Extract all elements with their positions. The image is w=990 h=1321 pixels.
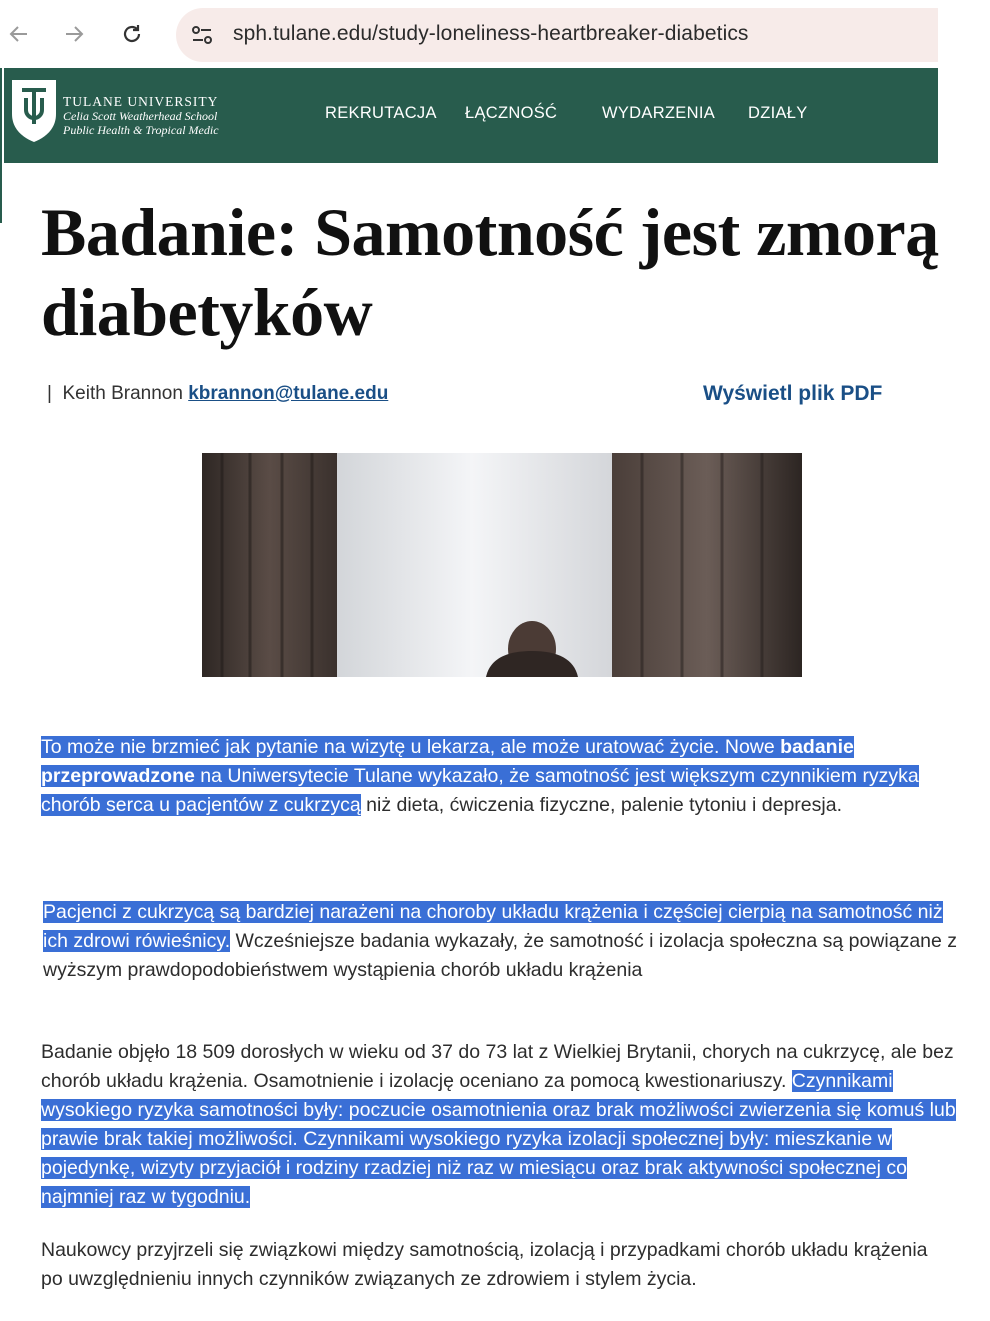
school-wordmark[interactable] bbox=[63, 94, 219, 137]
nav-dzialy[interactable]: DZIAŁY bbox=[748, 104, 808, 122]
p1-selected-b: na Uniwersytecie Tulane wykazało, że samotność jest większym czynnikiem ryzyka chorób serca u pacjentów z cukrzycą bbox=[41, 765, 919, 816]
p1-selected-a: To może nie brzmieć jak pytanie na wizytę u lekarza, ale może uratować życie. Nowe bbox=[41, 736, 781, 758]
nav-wydarzenia[interactable]: WYDARZENIA bbox=[602, 104, 716, 122]
browser-toolbar bbox=[0, 0, 990, 68]
p2-selected: Pacjenci z cukrzycą są bardziej narażeni na choroby układu krążenia i częściej cierpią na samotność niż ich zdrowi rówieśnicy. bbox=[43, 901, 943, 952]
reload-icon bbox=[121, 23, 143, 45]
byline-separator: | bbox=[47, 383, 52, 404]
article-paragraph-2 bbox=[43, 898, 968, 985]
view-pdf-link[interactable]: Wyświetl plik PDF bbox=[703, 382, 883, 405]
arrow-left-icon bbox=[8, 23, 30, 45]
article-title: Badanie: Samotność jest zmorą diabetyków bbox=[41, 194, 939, 350]
school-name-line-1: Celia Scott Weatherhead School bbox=[63, 109, 218, 123]
arrow-right-icon bbox=[63, 23, 85, 45]
nav-lacznosc[interactable]: ŁĄCZNOŚĆ bbox=[465, 104, 558, 122]
tulane-shield-logo[interactable] bbox=[8, 76, 60, 144]
site-info-icon[interactable] bbox=[190, 23, 214, 47]
nav-rekrutacja[interactable]: REKRUTACJA bbox=[325, 104, 437, 122]
p3-selected: Czynnikami wysokiego ryzyka samotności były: poczucie osamotnienia oraz brak możliwości zwierzenia się komuś lub prawie brak takiej możliwości. Czynnikami wysokiego ryzyka izolacji społecznej były: mieszkanie w pojedynkę, wizyty przyjaciół i rodziny rzadziej niż raz w miesiącu oraz brak aktywności społecznej co najmniej raz w tygodniu. bbox=[41, 1070, 956, 1208]
article-paragraph-4: Naukowcy przyjrzeli się związkowi między samotnością, izolacją i przypadkami chorób układu krążenia po uwzględnieniu innych czynników związanych ze zdrowiem i stylem życia. bbox=[41, 1239, 928, 1290]
p2-rest: Wcześniejsze badania wykazały, że samotność i izolacja społeczna są powiązane z wyższym prawdopodobieństwem wystąpienia chorób układu krążenia bbox=[43, 930, 958, 981]
university-name: TULANE UNIVERSITY bbox=[63, 94, 219, 109]
p3-plain: Badanie objęło 18 509 dorosłych w wieku od 37 do 73 lat z Wielkiej Brytanii, chorych na cukrzycę, ale bez chorób układu krążenia. Osamotnienie i izolację oceniano za pomocą kwestionariuszy. bbox=[41, 1041, 954, 1092]
reload-button[interactable] bbox=[116, 18, 148, 50]
author-name: Keith Brannon bbox=[62, 383, 183, 404]
back-button[interactable] bbox=[3, 18, 35, 50]
school-name-line-2: Public Health & Tropical Medic bbox=[63, 123, 219, 137]
site-header bbox=[4, 68, 938, 163]
byline bbox=[47, 383, 388, 405]
author-email-link[interactable]: kbrannon@tulane.edu bbox=[188, 383, 389, 404]
study-link[interactable]: badanie przeprowadzone bbox=[41, 736, 854, 787]
article-photo bbox=[202, 453, 802, 677]
url-text[interactable]: sph.tulane.edu/study-loneliness-heartbreaker-diabetics bbox=[233, 22, 749, 45]
article-paragraph-1 bbox=[41, 733, 961, 820]
forward-button[interactable] bbox=[58, 18, 90, 50]
article-paragraph-3 bbox=[41, 1038, 963, 1212]
address-bar[interactable] bbox=[176, 8, 938, 62]
page-left-rule bbox=[0, 68, 2, 223]
p1-rest: niż dieta, ćwiczenia fizyczne, palenie tytoniu i depresja. bbox=[360, 794, 842, 816]
